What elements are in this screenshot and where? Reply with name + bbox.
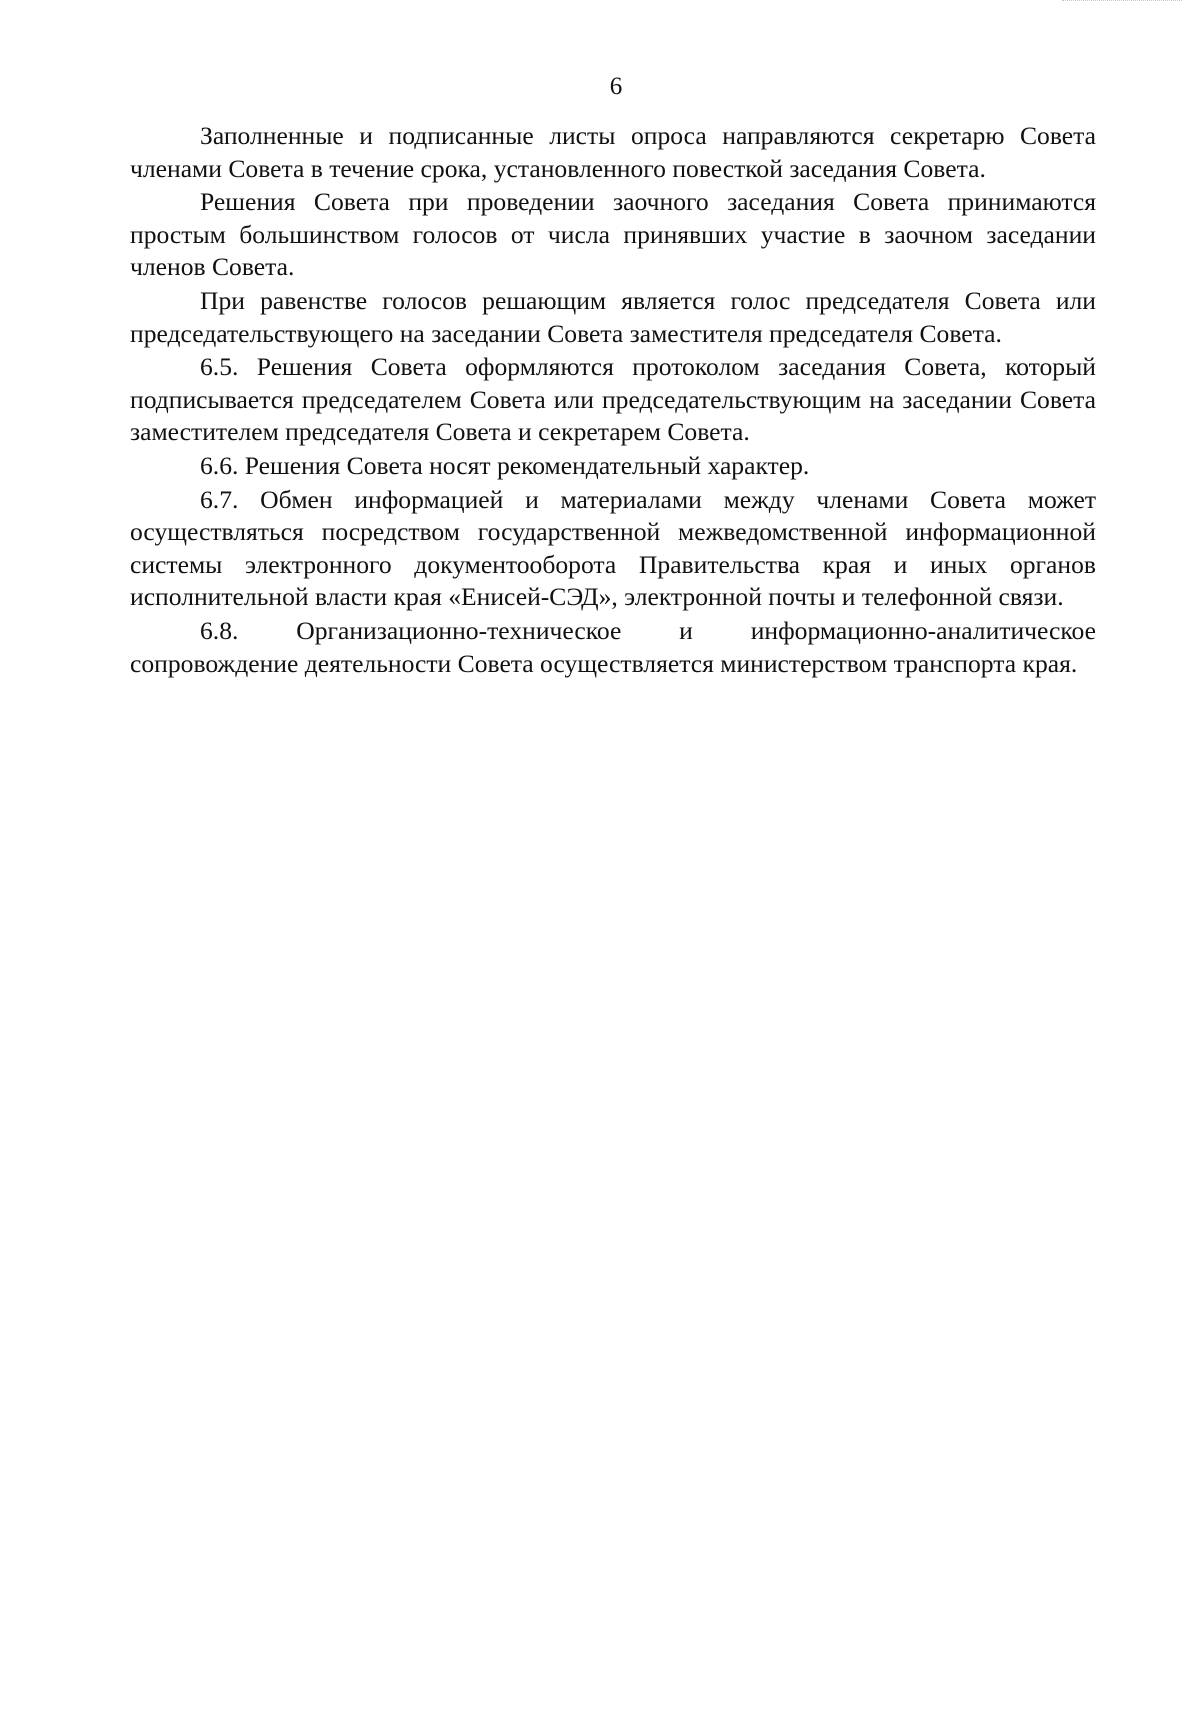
paragraph-6-5: 6.5. Решения Совета оформляются протоколом заседания Совета, который подписывается председателем Совета или председательствующим на заседании Совета заместителем председателя Совета и секретарем Совета. — [130, 352, 1096, 447]
document-body — [130, 120, 1096, 681]
paragraph-tie-vote: При равенстве голосов решающим является голос председателя Совета или председательствующего на заседании Совета заместителя председателя Совета. — [130, 285, 1096, 348]
paragraph-survey-sheets: Заполненные и подписанные листы опроса направляются секретарю Совета членами Совета в течение срока, установленного повесткой заседания Совета. — [130, 121, 1096, 183]
paragraph-6-6: 6.6. Решения Совета носят рекомендательный характер. — [200, 450, 810, 480]
paragraph-6-7: 6.7. Обмен информацией и материалами между членами Совета может осуществляться посредством государственной межведомственной информационной системы электронного документооборота Правительства края и иных органов исполнительной власти края «Енисей-СЭД», электронной почты и телефонной связи. — [130, 484, 1096, 612]
paragraph-6-8: 6.8. Организационно-техническое и информационно-аналитическое сопровождение деятельности Совета осуществляется министерством транспорта края. — [130, 615, 1096, 678]
paragraph-absentee-decisions: Решения Совета при проведении заочного заседания Совета принимаются простым большинством голосов от числа принявших участие в заочном заседании членов Совета. — [130, 187, 1096, 282]
scan-artifact — [1062, 0, 1182, 7]
page-number: 6 — [609, 73, 623, 100]
